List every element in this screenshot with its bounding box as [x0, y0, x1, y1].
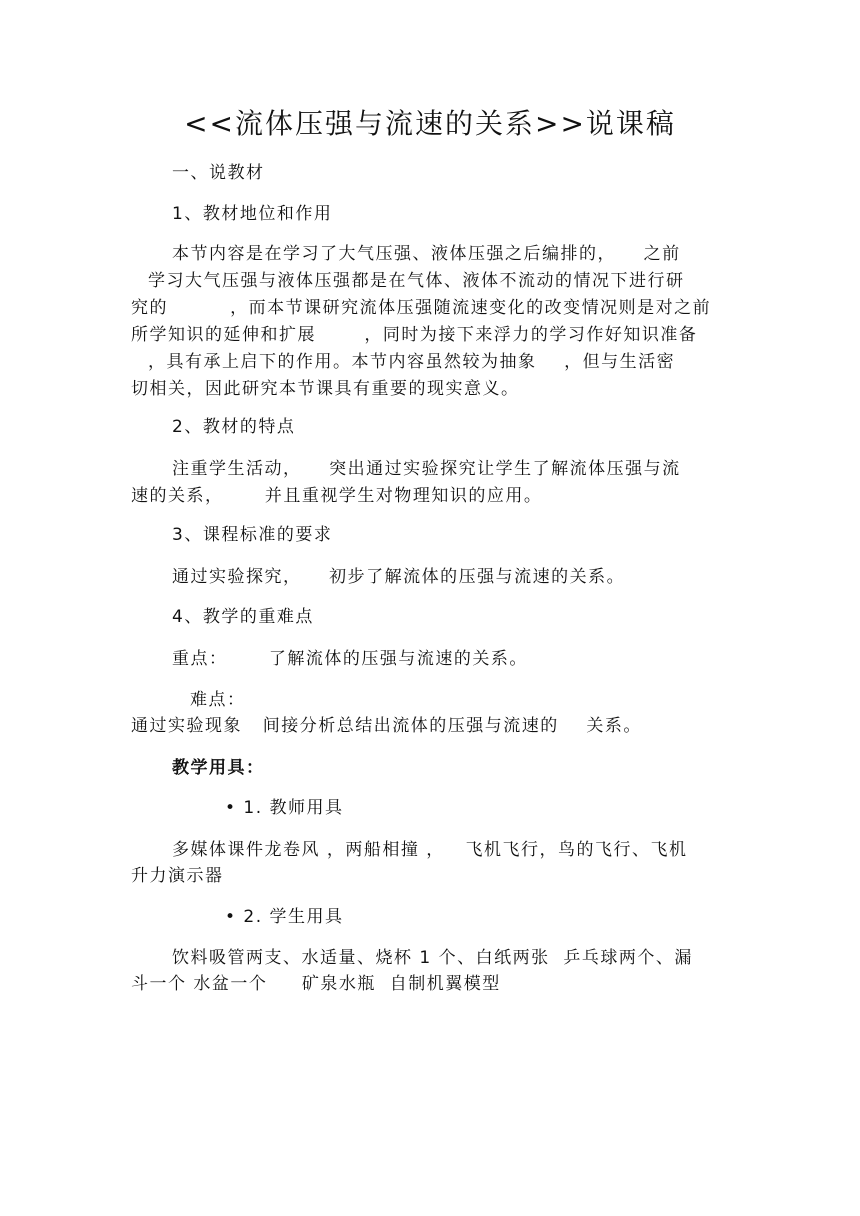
difficulty-label: 难点：	[190, 690, 246, 710]
paragraph-line: 本节内容是在学习了大气压强、液体压强之后编排的， 之前	[172, 244, 681, 264]
key-point-text: 重点： 了解流体的压强与流速的关系。	[172, 649, 528, 669]
student-tools-label: • 2. 学生用具	[225, 907, 344, 927]
teaching-tools-heading: 教学用具：	[172, 758, 265, 778]
paragraph-line: 饮料吸管两支、水适量、烧杯 1 个、白纸两张 乒乓球两个、漏	[172, 948, 693, 968]
paragraph-line: 升力演示器	[131, 866, 224, 886]
paragraph-line: 注重学生活动， 突出通过实验探究让学生了解流体压强与流	[172, 459, 681, 479]
document-title: <<流体压强与流速的关系>>说课稿	[184, 107, 676, 140]
subheading-features: 2、教材的特点	[172, 417, 296, 437]
paragraph-line: 多媒体课件龙卷风 ，两船相撞 ， 飞机飞行，鸟的飞行、飞机	[172, 840, 688, 860]
teacher-tools-label: • 1. 教师用具	[225, 798, 344, 818]
difficulty-text: 通过实验现象 间接分析总结出流体的压强与流速的 关系。	[131, 716, 642, 736]
subheading-key-difficult-points: 4、教学的重难点	[172, 607, 314, 627]
subheading-curriculum-standard: 3、课程标准的要求	[172, 525, 333, 545]
paragraph-line: 学习大气压强与液体压强都是在气体、液体不流动的情况下进行研	[148, 271, 685, 291]
paragraph-line: 所学知识的延伸和扩展 ，同时为接下来浮力的学习作好知识准备	[131, 325, 698, 345]
subheading-position-role: 1、教材地位和作用	[172, 204, 333, 224]
paragraph-line: 斗一个 水盆一个 矿泉水瓶 自制机翼模型	[131, 974, 501, 994]
paragraph-line: 速的关系， 并且重视学生对物理知识的应用。	[131, 486, 543, 506]
paragraph-line: 切相关，因此研究本节课具有重要的现实意义。	[131, 379, 520, 399]
paragraph-line: ，具有承上启下的作用。本节内容虽然较为抽象 ，但与生活密	[148, 352, 676, 372]
section-heading-textbook: 一、说教材	[172, 163, 265, 183]
paragraph-line: 究的 ，而本节课研究流体压强随流速变化的改变情况则是对之前	[131, 298, 712, 318]
paragraph-curriculum-standard: 通过实验探究， 初步了解流体的压强与流速的关系。	[172, 567, 626, 587]
